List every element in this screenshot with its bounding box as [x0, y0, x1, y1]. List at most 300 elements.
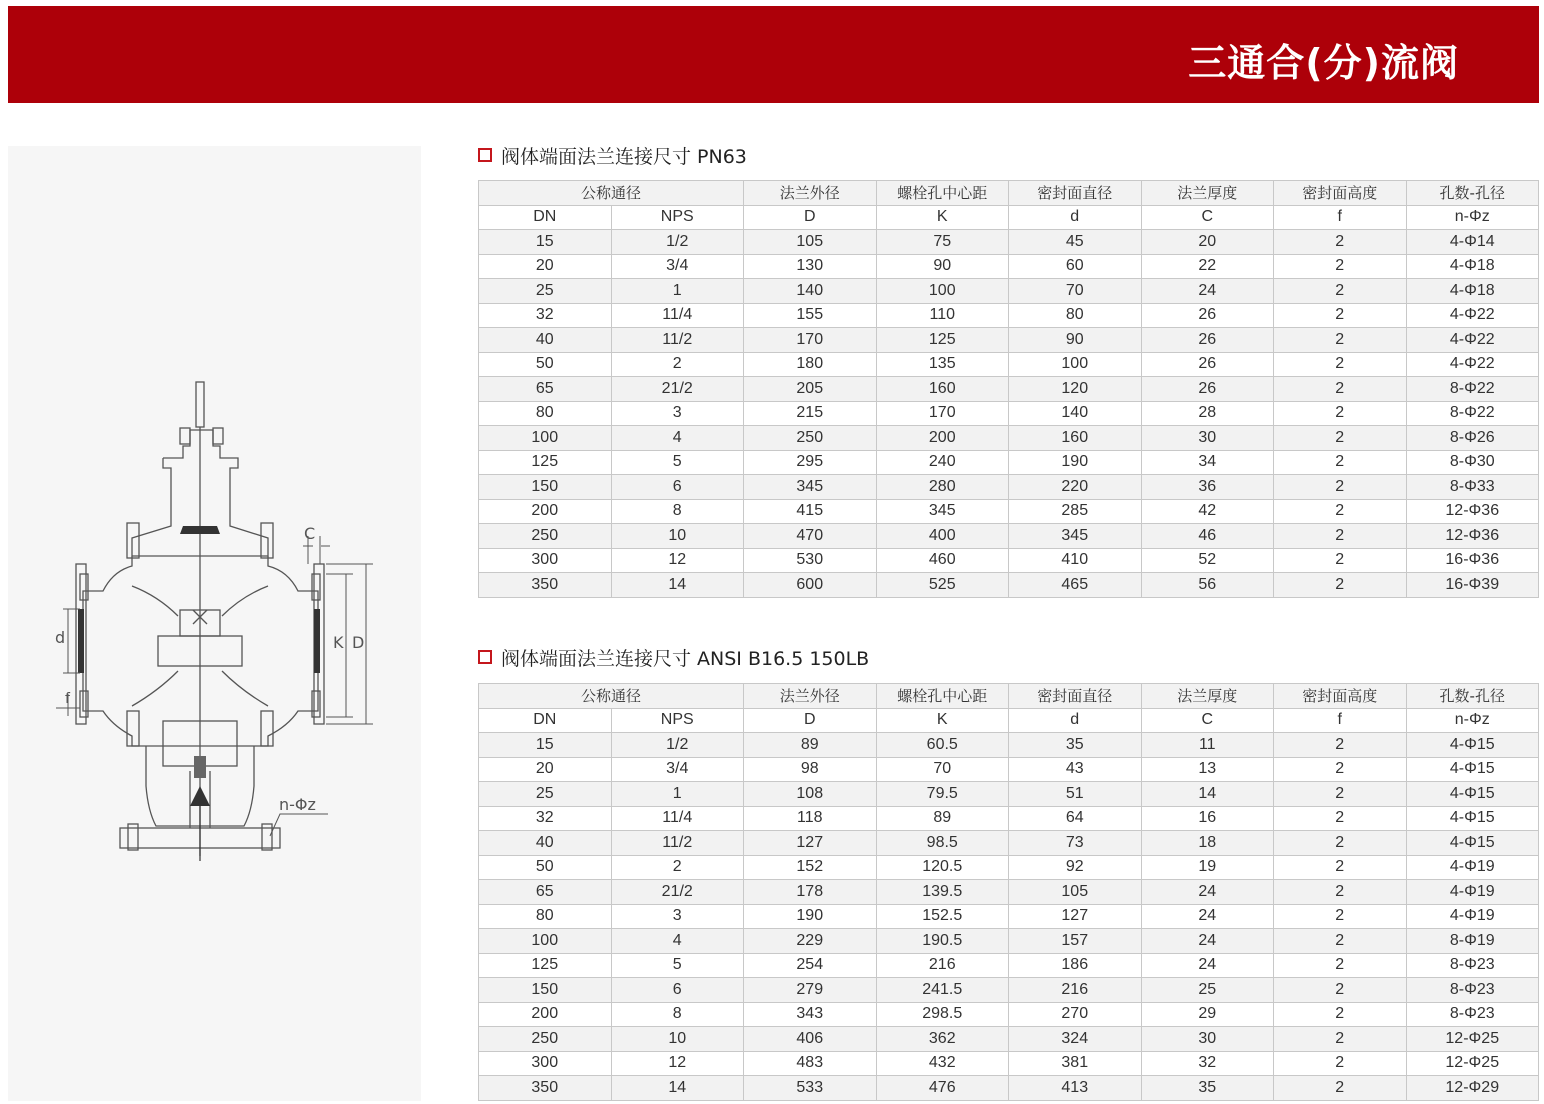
table-cell: 15 [479, 230, 612, 255]
dim-label-d: d [55, 628, 66, 647]
table-cell: 285 [1009, 499, 1142, 524]
flange-table-ansi-150lb [478, 683, 1539, 1101]
table-row [479, 904, 1539, 929]
table-header-cell: 法兰厚度 [1141, 181, 1274, 206]
table-cell: 6 [611, 978, 744, 1003]
table-cell: 52 [1141, 548, 1274, 573]
table-cell: 21/2 [611, 377, 744, 402]
table-cell: 8-Φ23 [1406, 953, 1539, 978]
table-cell: 28 [1141, 401, 1274, 426]
table-cell: 2 [1274, 1027, 1407, 1052]
table-cell: 100 [876, 279, 1009, 304]
table-subheader-cell: d [1009, 205, 1142, 230]
table-cell: 343 [744, 1002, 877, 1027]
table-cell: 4-Φ19 [1406, 880, 1539, 905]
table-row [479, 499, 1539, 524]
dim-label-k: K [333, 633, 344, 652]
table-cell: 2 [1274, 855, 1407, 880]
table-cell: 140 [744, 279, 877, 304]
table-cell: 250 [479, 524, 612, 549]
table-row [479, 855, 1539, 880]
table-cell: 1 [611, 279, 744, 304]
table-cell: 12 [611, 1051, 744, 1076]
table-cell: 2 [1274, 1051, 1407, 1076]
table-subheader-cell: K [876, 205, 1009, 230]
table-row [479, 303, 1539, 328]
dim-label-f: f [65, 691, 70, 707]
table-cell: 21/2 [611, 880, 744, 905]
table-header-cell: 公称通径 [479, 181, 744, 206]
table-subheader-cell: f [1274, 708, 1407, 733]
table-row [479, 254, 1539, 279]
table-cell: 2 [1274, 1002, 1407, 1027]
table-cell: 8-Φ33 [1406, 475, 1539, 500]
table-row [479, 733, 1539, 758]
table-cell: 200 [479, 1002, 612, 1027]
table-cell: 42 [1141, 499, 1274, 524]
table-cell: 220 [1009, 475, 1142, 500]
table-subheader-row [479, 708, 1539, 733]
table-cell: 130 [744, 254, 877, 279]
table-cell: 5 [611, 953, 744, 978]
table-cell: 16 [1141, 806, 1274, 831]
table-cell: 2 [1274, 230, 1407, 255]
table-cell: 2 [1274, 548, 1407, 573]
table-cell: 108 [744, 782, 877, 807]
table-cell: 345 [1009, 524, 1142, 549]
table-cell: 2 [1274, 426, 1407, 451]
table-cell: 45 [1009, 230, 1142, 255]
table-cell: 24 [1141, 880, 1274, 905]
table-header-cell: 孔数-孔径 [1406, 181, 1539, 206]
table-cell: 20 [479, 254, 612, 279]
table-cell: 26 [1141, 352, 1274, 377]
table-cell: 70 [876, 757, 1009, 782]
table-cell: 190.5 [876, 929, 1009, 954]
table-cell: 241.5 [876, 978, 1009, 1003]
table-cell: 2 [1274, 806, 1407, 831]
table-cell: 3/4 [611, 757, 744, 782]
table-cell: 19 [1141, 855, 1274, 880]
table-cell: 11/4 [611, 303, 744, 328]
table-cell: 465 [1009, 573, 1142, 598]
table-cell: 4-Φ15 [1406, 733, 1539, 758]
table-cell: 600 [744, 573, 877, 598]
table-cell: 14 [611, 573, 744, 598]
table-cell: 200 [876, 426, 1009, 451]
table-cell: 8 [611, 1002, 744, 1027]
table-cell: 120 [1009, 377, 1142, 402]
table-cell: 2 [1274, 524, 1407, 549]
table-cell: 2 [1274, 1076, 1407, 1101]
table-cell: 4-Φ19 [1406, 904, 1539, 929]
table-cell: 73 [1009, 831, 1142, 856]
table-cell: 127 [744, 831, 877, 856]
table-cell: 8-Φ26 [1406, 426, 1539, 451]
table-cell: 1 [611, 782, 744, 807]
table-cell: 20 [479, 757, 612, 782]
table-cell: 4-Φ15 [1406, 806, 1539, 831]
table-cell: 8 [611, 499, 744, 524]
table-subheader-cell: DN [479, 205, 612, 230]
table-cell: 2 [1274, 254, 1407, 279]
table-cell: 2 [1274, 573, 1407, 598]
table-header-row [479, 181, 1539, 206]
table-cell: 43 [1009, 757, 1142, 782]
table-row [479, 880, 1539, 905]
table-cell: 250 [744, 426, 877, 451]
table-row [479, 377, 1539, 402]
table-cell: 32 [1141, 1051, 1274, 1076]
table-cell: 24 [1141, 929, 1274, 954]
section-title-pn63 [478, 142, 747, 168]
table-cell: 8-Φ23 [1406, 978, 1539, 1003]
table-cell: 205 [744, 377, 877, 402]
table-row [479, 1027, 1539, 1052]
table-cell: 20 [1141, 230, 1274, 255]
table-cell: 25 [479, 279, 612, 304]
table-cell: 381 [1009, 1051, 1142, 1076]
table-cell: 25 [1141, 978, 1274, 1003]
table-cell: 65 [479, 880, 612, 905]
table-cell: 90 [1009, 328, 1142, 353]
table-subheader-cell: D [744, 205, 877, 230]
table-cell: 300 [479, 1051, 612, 1076]
table-cell: 2 [1274, 303, 1407, 328]
table-cell: 8-Φ22 [1406, 401, 1539, 426]
dim-label-holes: n-Φz [279, 795, 316, 814]
table-cell: 40 [479, 328, 612, 353]
table-row [479, 524, 1539, 549]
table-cell: 2 [1274, 450, 1407, 475]
valve-drawing-panel [8, 146, 421, 1101]
table-cell: 200 [479, 499, 612, 524]
table-cell: 295 [744, 450, 877, 475]
section-title-text: 阀体端面法兰连接尺寸 ANSI B16.5 150LB [501, 647, 870, 670]
table-cell: 135 [876, 352, 1009, 377]
table-cell: 350 [479, 573, 612, 598]
table-row [479, 548, 1539, 573]
table-header-cell: 密封面高度 [1274, 181, 1407, 206]
table-cell: 75 [876, 230, 1009, 255]
header-banner [8, 6, 1539, 103]
table-row [479, 978, 1539, 1003]
table-cell: 3 [611, 401, 744, 426]
table-cell: 2 [611, 352, 744, 377]
table-cell: 12-Φ36 [1406, 499, 1539, 524]
table-cell: 362 [876, 1027, 1009, 1052]
table-cell: 92 [1009, 855, 1142, 880]
table-cell: 14 [1141, 782, 1274, 807]
table-cell: 80 [479, 904, 612, 929]
table-cell: 46 [1141, 524, 1274, 549]
table-cell: 180 [744, 352, 877, 377]
table-cell: 79.5 [876, 782, 1009, 807]
dim-label-c: C [304, 524, 316, 543]
table-cell: 150 [479, 978, 612, 1003]
table-cell: 345 [744, 475, 877, 500]
table-cell: 51 [1009, 782, 1142, 807]
table-cell: 16-Φ39 [1406, 573, 1539, 598]
table-cell: 35 [1141, 1076, 1274, 1101]
table-cell: 3/4 [611, 254, 744, 279]
table-cell: 5 [611, 450, 744, 475]
table-cell: 483 [744, 1051, 877, 1076]
table-cell: 1/2 [611, 230, 744, 255]
table-cell: 60.5 [876, 733, 1009, 758]
table-row [479, 953, 1539, 978]
table-cell: 215 [744, 401, 877, 426]
table-cell: 50 [479, 352, 612, 377]
table-row [479, 782, 1539, 807]
table-cell: 65 [479, 377, 612, 402]
square-bullet-icon [478, 650, 492, 664]
table-cell: 6 [611, 475, 744, 500]
table-cell: 178 [744, 880, 877, 905]
table-cell: 279 [744, 978, 877, 1003]
table-cell: 229 [744, 929, 877, 954]
table-subheader-row [479, 205, 1539, 230]
table-cell: 160 [1009, 426, 1142, 451]
table-cell: 240 [876, 450, 1009, 475]
dim-label-d-outer: D [352, 633, 365, 652]
table-cell: 100 [479, 929, 612, 954]
table-cell: 60 [1009, 254, 1142, 279]
table-cell: 26 [1141, 377, 1274, 402]
table-row [479, 757, 1539, 782]
table-cell: 2 [1274, 978, 1407, 1003]
table-cell: 152 [744, 855, 877, 880]
table-cell: 140 [1009, 401, 1142, 426]
table-cell: 4-Φ15 [1406, 831, 1539, 856]
table-row [479, 1076, 1539, 1101]
table-cell: 2 [1274, 733, 1407, 758]
table-row [479, 352, 1539, 377]
table-subheader-cell: K [876, 708, 1009, 733]
table-cell: 24 [1141, 953, 1274, 978]
table-cell: 8-Φ22 [1406, 377, 1539, 402]
table-cell: 170 [876, 401, 1009, 426]
table-cell: 155 [744, 303, 877, 328]
table-cell: 110 [876, 303, 1009, 328]
table-cell: 3 [611, 904, 744, 929]
table-cell: 2 [1274, 831, 1407, 856]
table-subheader-cell: n-Φz [1406, 205, 1539, 230]
table-cell: 18 [1141, 831, 1274, 856]
table-cell: 2 [1274, 352, 1407, 377]
table-cell: 2 [1274, 499, 1407, 524]
table-cell: 11/4 [611, 806, 744, 831]
table-cell: 533 [744, 1076, 877, 1101]
table-cell: 125 [876, 328, 1009, 353]
table-header-cell: 密封面直径 [1009, 684, 1142, 709]
table-cell: 2 [1274, 377, 1407, 402]
table-cell: 2 [1274, 757, 1407, 782]
table-cell: 2 [1274, 929, 1407, 954]
table-cell: 300 [479, 548, 612, 573]
table-cell: 8-Φ30 [1406, 450, 1539, 475]
table-cell: 4-Φ22 [1406, 328, 1539, 353]
table-cell: 2 [1274, 475, 1407, 500]
table-row [479, 806, 1539, 831]
table-cell: 16-Φ36 [1406, 548, 1539, 573]
table-cell: 4-Φ14 [1406, 230, 1539, 255]
table-header-cell: 螺栓孔中心距 [876, 181, 1009, 206]
table-row [479, 426, 1539, 451]
table-cell: 2 [1274, 782, 1407, 807]
table-cell: 415 [744, 499, 877, 524]
table-row [479, 279, 1539, 304]
table-cell: 400 [876, 524, 1009, 549]
table-cell: 345 [876, 499, 1009, 524]
table-cell: 12-Φ25 [1406, 1027, 1539, 1052]
table-cell: 530 [744, 548, 877, 573]
table-cell: 11/2 [611, 328, 744, 353]
table-cell: 2 [1274, 401, 1407, 426]
flange-table-pn63 [478, 180, 1539, 598]
table-header-cell: 公称通径 [479, 684, 744, 709]
table-cell: 413 [1009, 1076, 1142, 1101]
table-cell: 216 [876, 953, 1009, 978]
table-cell: 26 [1141, 303, 1274, 328]
table-subheader-cell: C [1141, 205, 1274, 230]
table-cell: 105 [744, 230, 877, 255]
table-cell: 24 [1141, 904, 1274, 929]
table-subheader-cell: DN [479, 708, 612, 733]
table-cell: 11 [1141, 733, 1274, 758]
table-cell: 8-Φ23 [1406, 1002, 1539, 1027]
table-header-cell: 法兰外径 [744, 181, 877, 206]
table-cell: 11/2 [611, 831, 744, 856]
table-cell: 100 [479, 426, 612, 451]
table-cell: 34 [1141, 450, 1274, 475]
section-title-text: 阀体端面法兰连接尺寸 PN63 [501, 145, 747, 168]
table-cell: 24 [1141, 279, 1274, 304]
table-cell: 270 [1009, 1002, 1142, 1027]
table-cell: 216 [1009, 978, 1142, 1003]
table-cell: 298.5 [876, 1002, 1009, 1027]
table-cell: 64 [1009, 806, 1142, 831]
table-row [479, 1002, 1539, 1027]
table-cell: 98.5 [876, 831, 1009, 856]
table-cell: 432 [876, 1051, 1009, 1076]
table-cell: 89 [744, 733, 877, 758]
table-subheader-cell: D [744, 708, 877, 733]
table-header-cell: 密封面高度 [1274, 684, 1407, 709]
table-cell: 70 [1009, 279, 1142, 304]
table-row [479, 573, 1539, 598]
table-cell: 35 [1009, 733, 1142, 758]
table-cell: 22 [1141, 254, 1274, 279]
table-cell: 4-Φ15 [1406, 782, 1539, 807]
table-cell: 118 [744, 806, 877, 831]
table-cell: 470 [744, 524, 877, 549]
table-cell: 280 [876, 475, 1009, 500]
table-cell: 29 [1141, 1002, 1274, 1027]
table-cell: 80 [479, 401, 612, 426]
table-cell: 190 [744, 904, 877, 929]
table-row [479, 401, 1539, 426]
table-header-cell: 法兰外径 [744, 684, 877, 709]
table-cell: 160 [876, 377, 1009, 402]
table-header-cell: 密封面直径 [1009, 181, 1142, 206]
table-cell: 2 [1274, 953, 1407, 978]
table-cell: 30 [1141, 1027, 1274, 1052]
table-cell: 12 [611, 548, 744, 573]
table-cell: 32 [479, 806, 612, 831]
table-cell: 30 [1141, 426, 1274, 451]
table-row [479, 475, 1539, 500]
table-cell: 10 [611, 524, 744, 549]
table-cell: 2 [611, 855, 744, 880]
valve-cross-section-drawing [8, 146, 421, 1101]
table-header-cell: 法兰厚度 [1141, 684, 1274, 709]
table-cell: 476 [876, 1076, 1009, 1101]
table-subheader-cell: n-Φz [1406, 708, 1539, 733]
table-cell: 105 [1009, 880, 1142, 905]
table-subheader-cell: NPS [611, 205, 744, 230]
table-cell: 4 [611, 426, 744, 451]
table-cell: 186 [1009, 953, 1142, 978]
table-cell: 4-Φ18 [1406, 279, 1539, 304]
table-cell: 2 [1274, 279, 1407, 304]
table-cell: 4-Φ22 [1406, 303, 1539, 328]
table-subheader-cell: NPS [611, 708, 744, 733]
table-cell: 2 [1274, 880, 1407, 905]
table-cell: 13 [1141, 757, 1274, 782]
table-cell: 4-Φ22 [1406, 352, 1539, 377]
table-cell: 50 [479, 855, 612, 880]
table-row [479, 450, 1539, 475]
table-cell: 350 [479, 1076, 612, 1101]
page-title: 三通合(分)流阀 [1188, 41, 1459, 85]
table-cell: 12-Φ25 [1406, 1051, 1539, 1076]
table-cell: 100 [1009, 352, 1142, 377]
table-cell: 14 [611, 1076, 744, 1101]
table-cell: 15 [479, 733, 612, 758]
table-subheader-cell: C [1141, 708, 1274, 733]
table-cell: 8-Φ19 [1406, 929, 1539, 954]
table-row [479, 230, 1539, 255]
table-cell: 250 [479, 1027, 612, 1052]
table-cell: 2 [1274, 328, 1407, 353]
table-cell: 410 [1009, 548, 1142, 573]
table-cell: 12-Φ36 [1406, 524, 1539, 549]
table-cell: 525 [876, 573, 1009, 598]
table-header-row [479, 684, 1539, 709]
table-cell: 2 [1274, 904, 1407, 929]
table-cell: 139.5 [876, 880, 1009, 905]
table-cell: 254 [744, 953, 877, 978]
table-cell: 10 [611, 1027, 744, 1052]
table-header-cell: 螺栓孔中心距 [876, 684, 1009, 709]
table-cell: 125 [479, 953, 612, 978]
table-cell: 152.5 [876, 904, 1009, 929]
table-cell: 125 [479, 450, 612, 475]
table-cell: 26 [1141, 328, 1274, 353]
section-title-ansi [478, 644, 869, 670]
table-cell: 170 [744, 328, 877, 353]
table-cell: 157 [1009, 929, 1142, 954]
table-cell: 406 [744, 1027, 877, 1052]
table-cell: 4 [611, 929, 744, 954]
table-cell: 190 [1009, 450, 1142, 475]
table-row [479, 831, 1539, 856]
table-cell: 1/2 [611, 733, 744, 758]
table-subheader-cell: f [1274, 205, 1407, 230]
table-cell: 324 [1009, 1027, 1142, 1052]
table-row [479, 328, 1539, 353]
